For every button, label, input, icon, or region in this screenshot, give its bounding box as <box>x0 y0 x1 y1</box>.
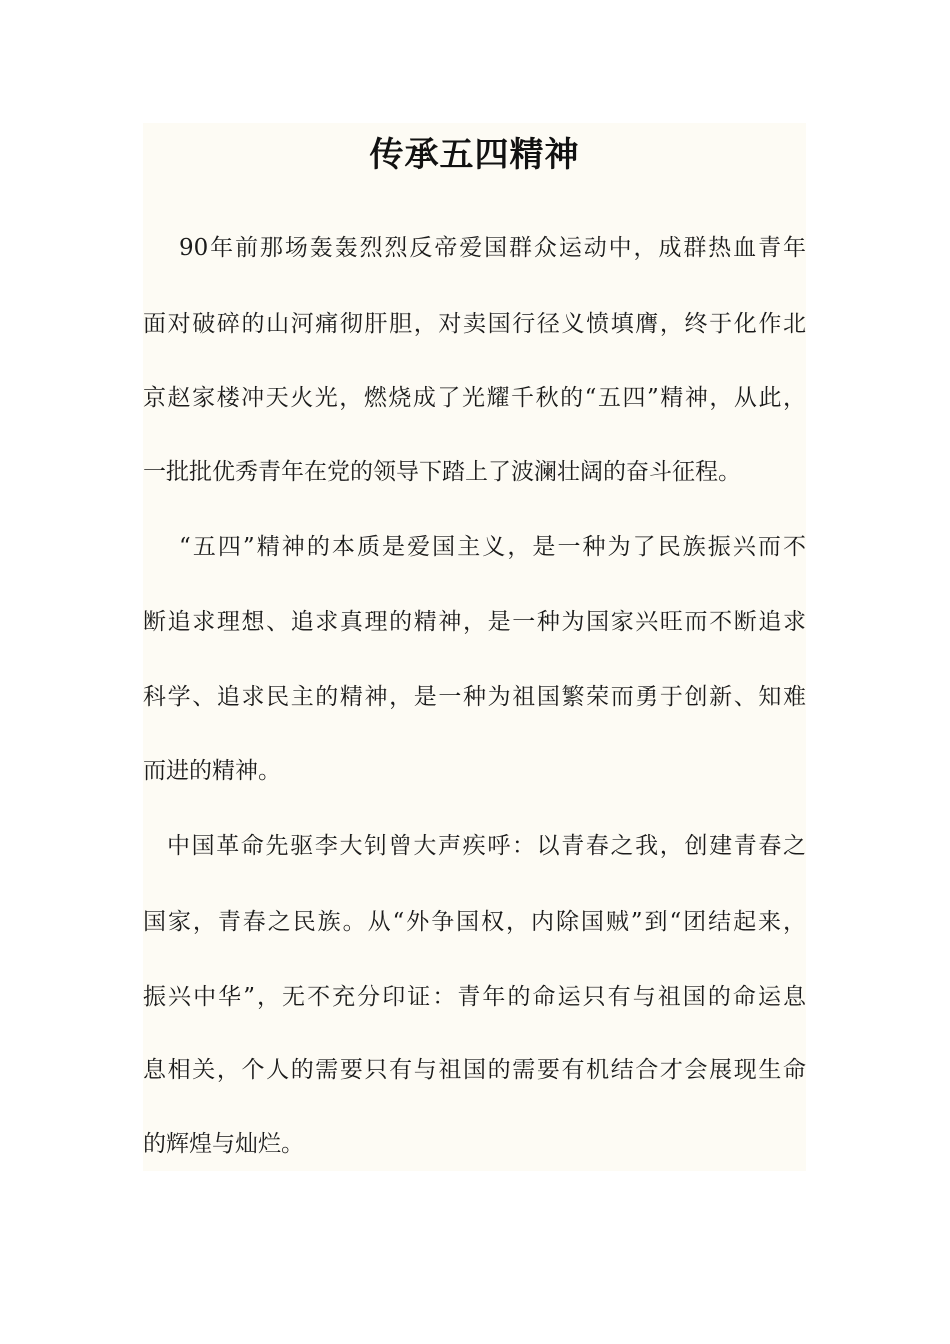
paragraph-1-line-1: 90年前那场轰轰烈烈反帝爱国群众运动中，成群热血青年 <box>179 235 806 261</box>
paragraph-2-line-1: “五四”精神的本质是爱国主义，是一种为了民族振兴而不 <box>179 534 806 560</box>
paragraph-3-line-3: 振兴中华”，无不充分印证：青年的命运只有与祖国的命运息 <box>143 984 806 1010</box>
paragraph-1-line-4: 一批批优秀青年在党的领导下踏上了波澜壮阔的奋斗征程。 <box>143 459 741 485</box>
paragraph-3-line-2: 国家，青春之民族。从“外争国权，内除国贼”到“团结起来， <box>143 909 806 935</box>
paragraph-1-line-3: 京赵家楼冲天火光，燃烧成了光耀千秋的“五四”精神，从此， <box>143 385 806 411</box>
paragraph-3-line-5: 的辉煌与灿烂。 <box>143 1131 304 1157</box>
paragraph-2-line-4: 而进的精神。 <box>143 758 281 784</box>
paragraph-3-line-4: 息相关，个人的需要只有与祖国的需要有机结合才会展现生命 <box>143 1057 806 1083</box>
paragraph-1-line-2: 面对破碎的山河痛彻肝胆，对卖国行径义愤填膺，终于化作北 <box>143 311 806 337</box>
document-title: 传承五四精神 <box>369 135 580 175</box>
paragraph-2-line-2: 断追求理想、追求真理的精神，是一种为国家兴旺而不断追求 <box>143 609 806 635</box>
paragraph-2-line-3: 科学、追求民主的精神，是一种为祖国繁荣而勇于创新、知难 <box>143 684 806 710</box>
paragraph-3-line-1: 中国革命先驱李大钊曾大声疾呼：以青春之我，创建青春之 <box>167 833 806 859</box>
